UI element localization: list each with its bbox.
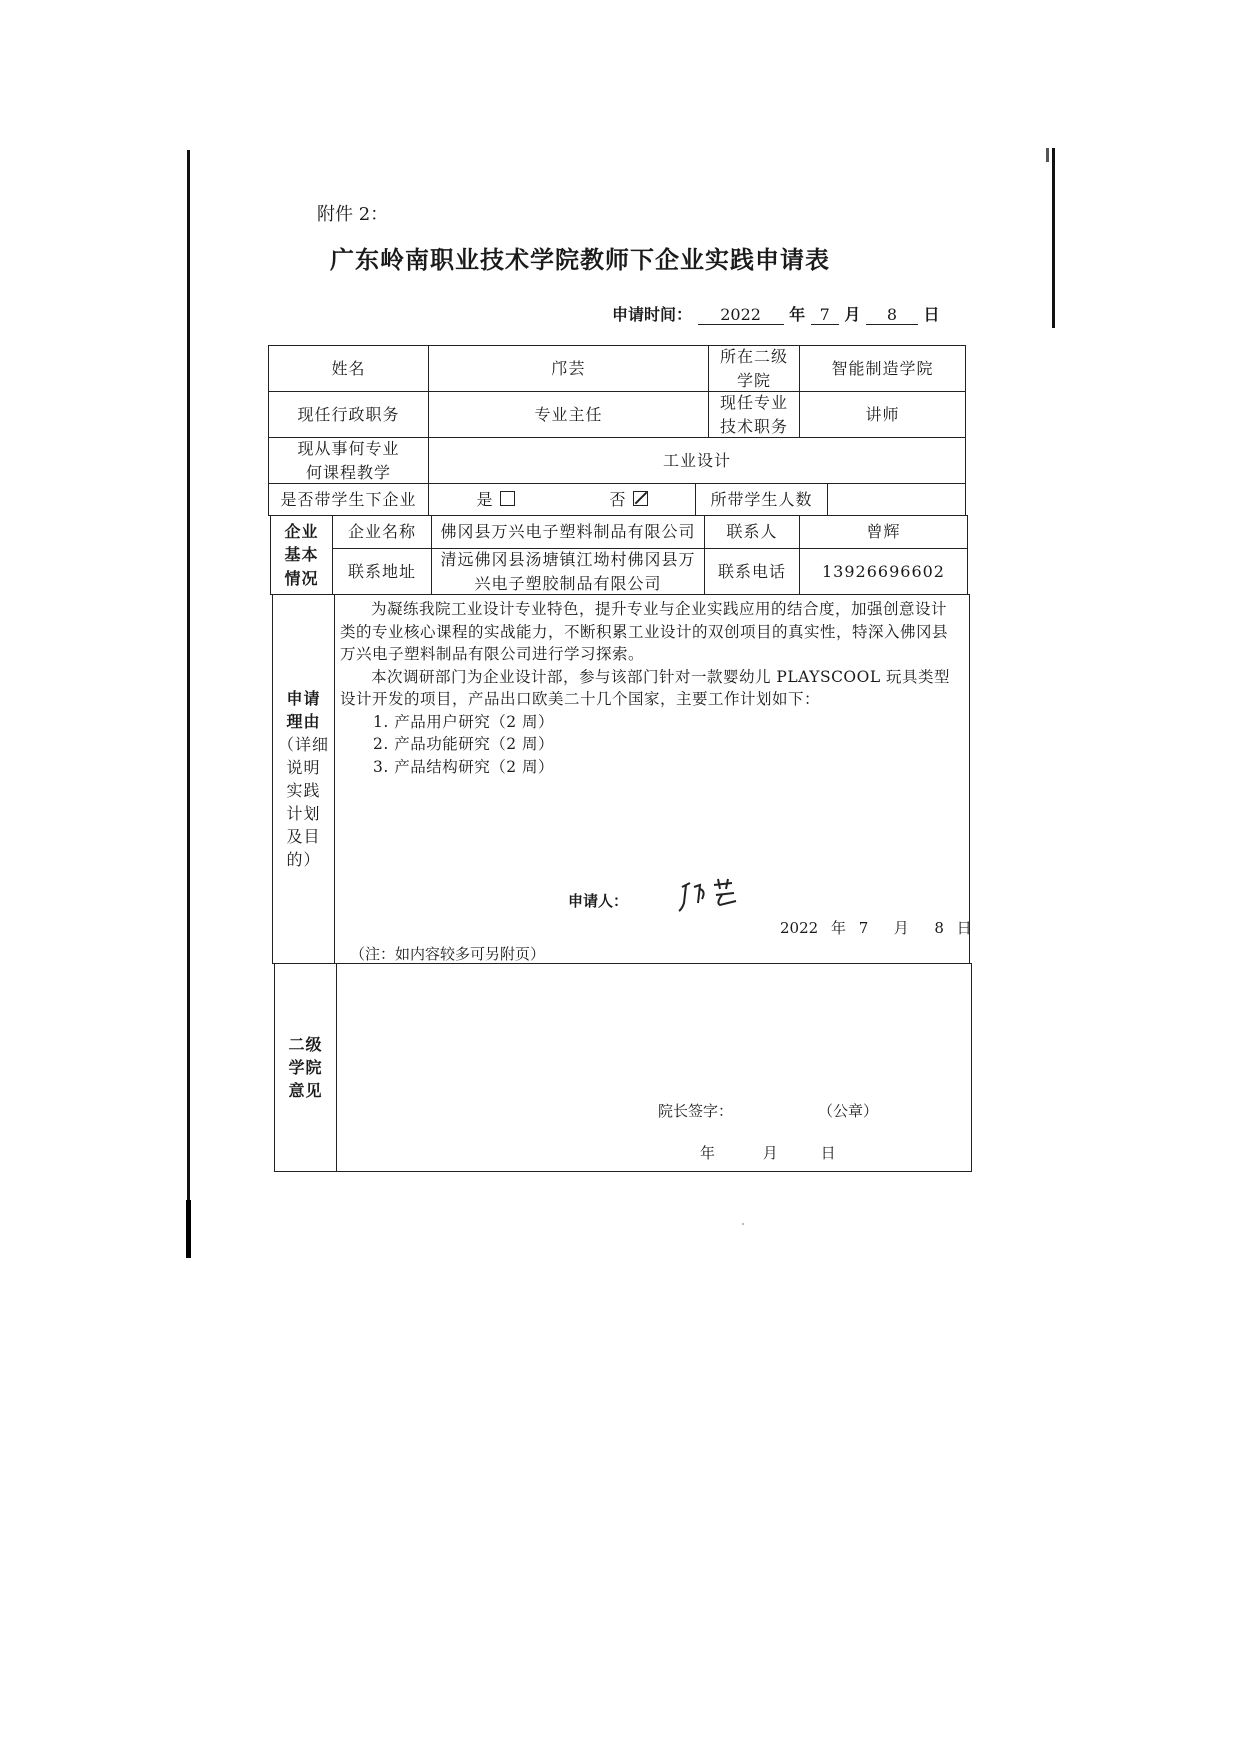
company-name-value-cell <box>431 515 705 549</box>
blank-year: 年 <box>700 1144 716 1162</box>
college-label-line1: 所在二级 <box>719 347 788 367</box>
reason-section-line3: （详细 <box>277 735 329 754</box>
blank-month: 月 <box>762 1144 778 1162</box>
phone-value: 13926696602 <box>822 561 945 581</box>
plan-item-2: 2. 产品功能研究（2 周） <box>373 735 555 753</box>
name-value: 邝芸 <box>551 358 586 378</box>
scan-edge-right <box>1052 148 1055 328</box>
no-option[interactable] <box>609 489 647 511</box>
tech-post-value: 讲师 <box>865 404 900 424</box>
address-label: 联系地址 <box>347 561 416 581</box>
contact-value-cell <box>799 515 968 549</box>
address-line2: 兴电子塑胶制品有限公司 <box>474 573 662 593</box>
admin-post-value: 专业主任 <box>534 404 603 424</box>
scan-speck <box>742 1223 744 1225</box>
yes-label: 是 <box>476 489 494 509</box>
no-label: 否 <box>609 489 627 509</box>
admin-post-value-cell <box>428 391 709 438</box>
tech-post-label-line2: 技术职务 <box>719 416 788 436</box>
yes-checkbox[interactable] <box>500 491 515 506</box>
company-name-label: 企业名称 <box>347 522 416 542</box>
tech-post-value-cell <box>799 391 966 438</box>
college-value: 智能制造学院 <box>831 358 934 378</box>
phone-label: 联系电话 <box>717 561 786 581</box>
contact-value: 曾辉 <box>866 522 901 542</box>
students-count-value-cell[interactable] <box>827 483 966 516</box>
company-name-label-cell <box>332 515 432 549</box>
plan-item-3: 3. 产品结构研究（2 周） <box>373 757 555 776</box>
teaching-label-cell <box>268 437 429 484</box>
teaching-value-cell <box>428 437 966 484</box>
applicant-sign-date: 2022 年 7 月 8 日 <box>780 919 972 937</box>
college-opinion-content-cell <box>336 963 972 1172</box>
apply-day: 8 <box>866 305 918 325</box>
attachment-label: 附件 2： <box>317 204 389 225</box>
reason-paragraph-1: 为凝练我院工业设计专业特色，提升专业与企业实践应用的结合度，加强创意设计类的专业核心课程的实战能力，不断积累工业设计的双创项目的真实性，特深入佛冈县万兴电子塑料制品有限公司进行学习探索。 <box>340 600 949 663</box>
college-label-line2: 学院 <box>736 370 771 390</box>
bring-students-choice-cell <box>428 483 696 516</box>
address-line1: 清远佛冈县汤塘镇江坳村佛冈县万 <box>440 550 696 570</box>
reason-section-line1: 申请 <box>286 689 321 708</box>
teaching-label-line2: 何课程教学 <box>305 462 391 482</box>
college-opinion-section-cell <box>274 963 337 1172</box>
form-title: 广东岭南职业技术学院教师下企业实践申请表 <box>330 246 830 274</box>
scan-edge-left <box>187 150 190 1255</box>
college-value-cell <box>799 345 966 392</box>
reason-section-line2: 理由 <box>286 712 321 731</box>
tech-post-label-cell <box>708 391 800 438</box>
reason-section-line6: 计划 <box>286 804 321 823</box>
reason-text <box>340 598 958 778</box>
yes-option[interactable] <box>476 489 514 511</box>
seal-label: （公章） <box>818 1102 879 1120</box>
college-opinion-line2: 学院 <box>288 1057 323 1077</box>
admin-post-label: 现任行政职务 <box>297 404 400 424</box>
name-label-cell <box>268 345 429 392</box>
address-value-cell <box>431 548 705 595</box>
enterprise-section-cell <box>270 515 333 595</box>
apply-day-unit: 日 <box>923 305 940 324</box>
phone-value-cell <box>799 548 968 595</box>
apply-year-unit: 年 <box>789 305 806 324</box>
enterprise-section-line3: 情况 <box>284 568 319 588</box>
opinion-blank-date <box>700 1142 836 1163</box>
blank-day: 日 <box>820 1144 836 1162</box>
teaching-label-line1: 现从事何专业 <box>297 439 400 459</box>
reason-section-cell <box>272 594 335 964</box>
contact-label-cell <box>704 515 800 549</box>
plan-item-1: 1. 产品用户研究（2 周） <box>373 712 555 731</box>
contact-label: 联系人 <box>726 522 778 542</box>
college-opinion-line3: 意见 <box>288 1081 323 1101</box>
apply-date-label: 申请时间： <box>612 305 693 324</box>
reason-section-line7: 及目 <box>286 827 321 846</box>
apply-month-unit: 月 <box>844 305 861 324</box>
applicant-signature <box>676 873 756 913</box>
reason-section-line4: 说明 <box>286 758 321 777</box>
admin-post-label-cell <box>268 391 429 438</box>
enterprise-section-line2: 基本 <box>284 545 319 565</box>
scan-edge-left-tail <box>186 1200 191 1258</box>
teaching-value: 工业设计 <box>662 450 731 470</box>
reason-section-line8: 的） <box>286 850 321 869</box>
bring-students-label: 是否带学生下企业 <box>280 489 417 509</box>
reason-section-line5: 实践 <box>286 781 321 800</box>
reason-paragraph-2: 本次调研部门为企业设计部，参与该部门针对一款婴幼儿 PLAYSCOOL 玩具类型设计开发的项目，产品出口欧美二十几个国家，主要工作计划如下： <box>340 667 951 708</box>
address-label-cell <box>332 548 432 595</box>
apply-date <box>612 302 940 325</box>
dean-sign-label: 院长签字： <box>658 1102 734 1120</box>
applicant-label: 申请人： <box>568 892 629 910</box>
students-count-label: 所带学生人数 <box>710 489 813 509</box>
college-opinion-line1: 二级 <box>288 1034 323 1054</box>
students-count-label-cell <box>695 483 828 516</box>
apply-year: 2022 <box>698 305 784 325</box>
name-value-cell <box>428 345 709 392</box>
phone-label-cell <box>704 548 800 595</box>
bring-students-label-cell <box>268 483 429 516</box>
company-name-value: 佛冈县万兴电子塑料制品有限公司 <box>440 522 696 542</box>
no-checkbox-checked[interactable] <box>633 491 648 506</box>
name-label: 姓名 <box>331 358 366 378</box>
scan-edge-right-tick <box>1046 148 1049 162</box>
enterprise-section-line1: 企业 <box>284 522 319 542</box>
note: （注：如内容较多可另附页） <box>350 945 546 963</box>
college-label-cell <box>708 345 800 392</box>
tech-post-label-line1: 现任专业 <box>719 393 788 413</box>
apply-month: 7 <box>811 305 839 325</box>
